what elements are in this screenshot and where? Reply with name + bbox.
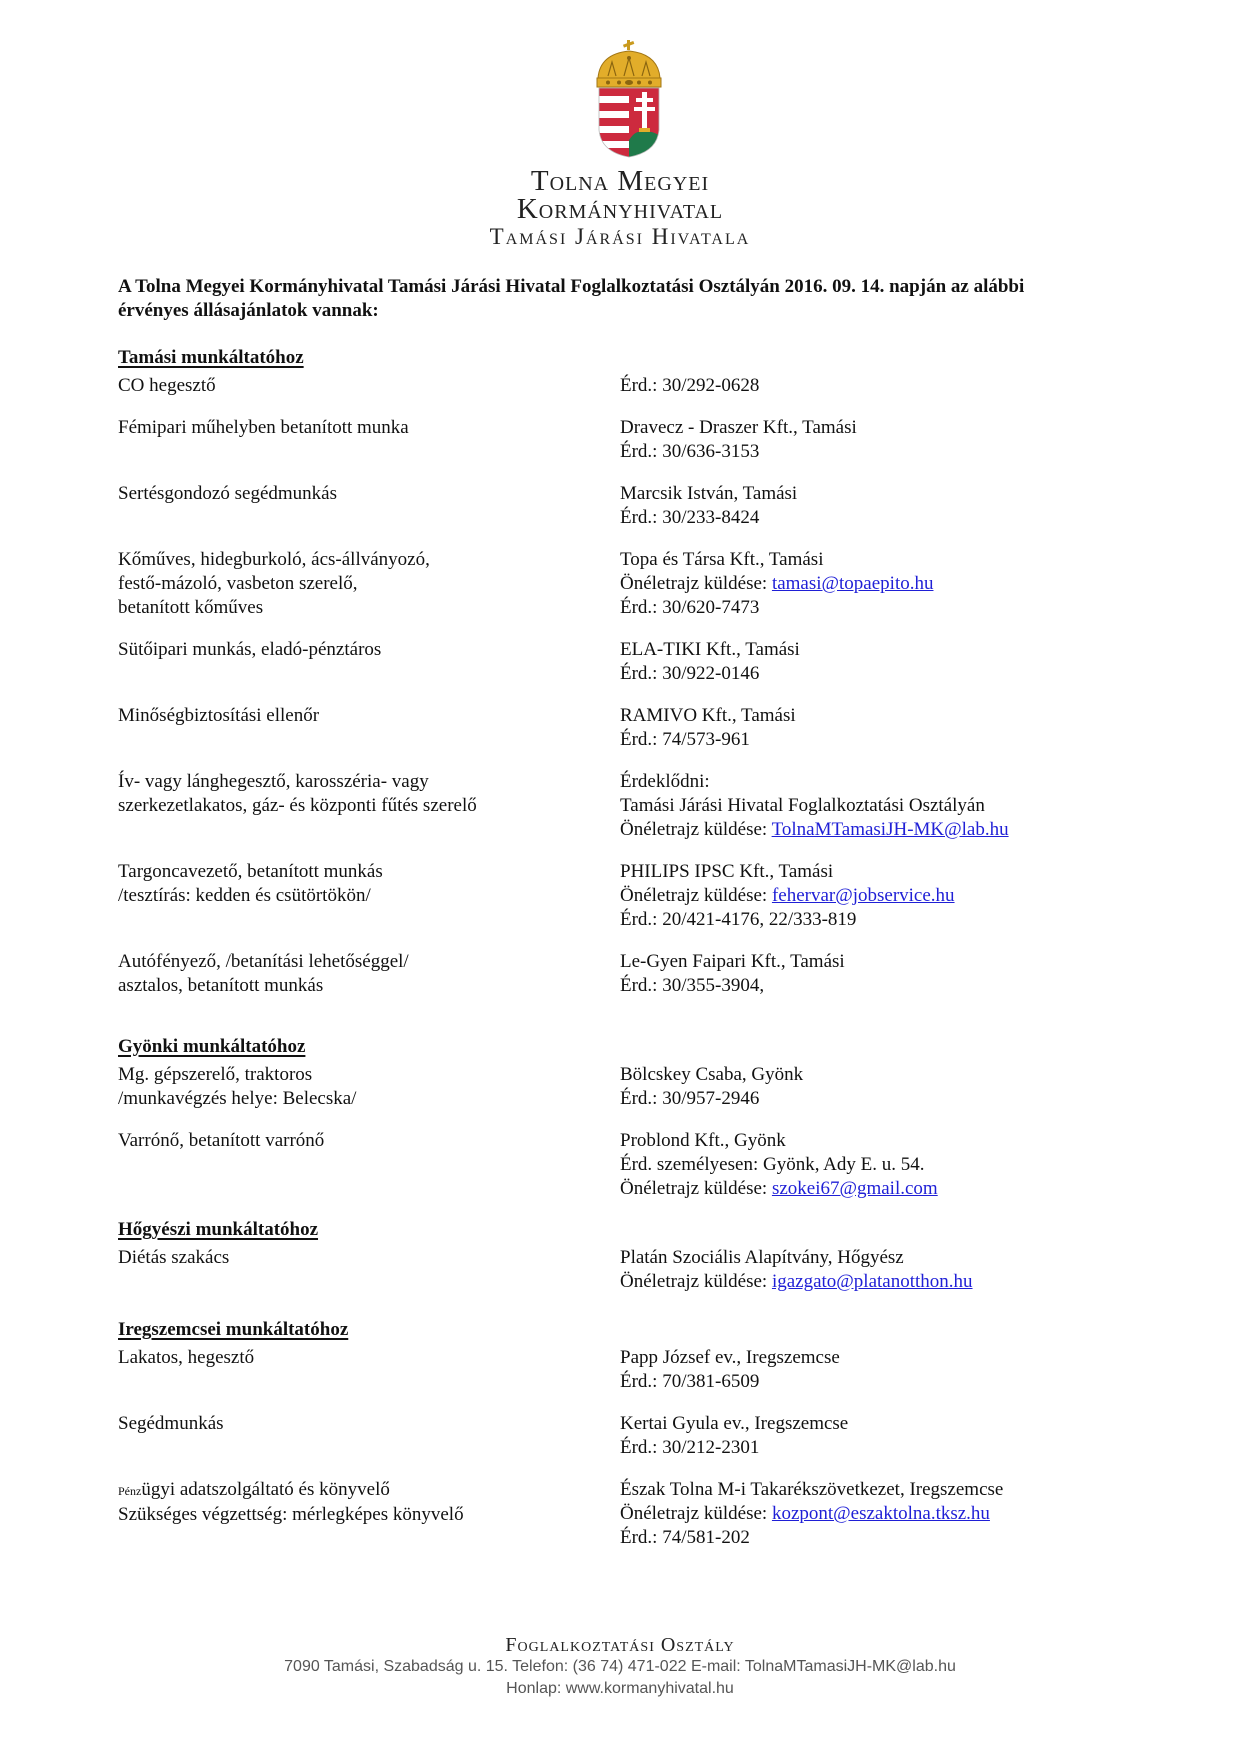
contact-text: Önéletrajz küldése: bbox=[620, 819, 772, 840]
job-contact bbox=[620, 374, 1180, 398]
contact-text: Papp József ev., Iregszemcse bbox=[620, 1347, 840, 1368]
contact-line bbox=[620, 1436, 1180, 1460]
contact-text: Érd.: 74/573-961 bbox=[620, 729, 750, 750]
contact-text: PHILIPS IPSC Kft., Tamási bbox=[620, 861, 834, 882]
job-position bbox=[118, 1246, 598, 1270]
contact-text: Önéletrajz küldése: bbox=[620, 885, 772, 906]
coat-of-arms-logo bbox=[588, 40, 670, 158]
job-position-text: szerkezetlakatos, gáz- és központi fűtés szerelő bbox=[118, 795, 477, 816]
contact-text: RAMIVO Kft., Tamási bbox=[620, 705, 796, 726]
contact-line bbox=[620, 638, 1180, 662]
job-position-line bbox=[118, 638, 598, 662]
contact-line bbox=[620, 1346, 1180, 1370]
job-position-text: Minőségbiztosítási ellenőr bbox=[118, 705, 320, 726]
job-contact bbox=[620, 1246, 1180, 1294]
contact-text: Platán Szociális Alapítvány, Hőgyész bbox=[620, 1247, 904, 1268]
job-position-text: Autófényező, /betanítási lehetőséggel/ bbox=[118, 951, 409, 972]
contact-text: Érd.: 30/636-3153 bbox=[620, 441, 760, 462]
contact-text: Érd.: 74/581-202 bbox=[620, 1527, 750, 1548]
job-position bbox=[118, 1063, 598, 1111]
contact-text: Érd.: 70/381-6509 bbox=[620, 1371, 760, 1392]
job-position-text: Szükséges végzettség: mérlegképes könyvelő bbox=[118, 1504, 464, 1525]
job-position-line bbox=[118, 596, 598, 620]
contact-line bbox=[620, 662, 1180, 686]
job-position-line bbox=[118, 1412, 598, 1436]
contact-line bbox=[620, 974, 1180, 998]
job-position-line bbox=[118, 548, 598, 572]
job-position-text: Sertésgondozó segédmunkás bbox=[118, 483, 337, 504]
contact-line bbox=[620, 884, 1180, 908]
job-position-text: /munkavégzés helye: Belecska/ bbox=[118, 1088, 357, 1109]
contact-line bbox=[620, 1177, 1180, 1201]
contact-text: Érd.: 20/421-4176, 22/333-819 bbox=[620, 909, 857, 930]
contact-line bbox=[620, 440, 1180, 464]
job-position bbox=[118, 770, 598, 818]
job-position-line bbox=[118, 794, 598, 818]
intro-line: érvényes állásajánlatok vannak: bbox=[118, 300, 379, 321]
job-contact bbox=[620, 482, 1180, 530]
job-position-text: ügyi adatszolgáltató és könyvelő bbox=[141, 1479, 390, 1500]
intro-line: A Tolna Megyei Kormányhivatal Tamási Járási Hivatal Foglalkoztatási Osztályán 2016. 09. 14. napján az alábbi bbox=[118, 276, 1025, 297]
job-position-line bbox=[118, 860, 598, 884]
job-contact bbox=[620, 1478, 1180, 1550]
job-position-text: asztalos, betanított munkás bbox=[118, 975, 324, 996]
contact-line bbox=[620, 1087, 1180, 1111]
contact-line bbox=[620, 572, 1180, 596]
contact-line bbox=[620, 704, 1180, 728]
org-name-line2: Kormányhivatal bbox=[516, 193, 724, 225]
job-position-text: betanított kőműves bbox=[118, 597, 264, 618]
org-name-line1: Tolna Megyei bbox=[530, 165, 710, 197]
contact-line bbox=[620, 1063, 1180, 1087]
contact-line bbox=[620, 1502, 1180, 1526]
contact-line bbox=[620, 770, 1180, 794]
email-link[interactable]: TolnaMTamasiJH-MK@lab.hu bbox=[771, 819, 1009, 840]
contact-text: Érd.: 30/620-7473 bbox=[620, 597, 760, 618]
job-contact bbox=[620, 770, 1180, 842]
contact-text: Marcsik István, Tamási bbox=[620, 483, 798, 504]
job-position-text: Kőműves, hidegburkoló, ács-állványozó, bbox=[118, 549, 430, 570]
job-position-line bbox=[118, 1129, 598, 1153]
footer-department: Foglalkoztatási Osztály bbox=[505, 1634, 735, 1656]
contact-text: Érd. személyesen: Gyönk, Ady E. u. 54. bbox=[620, 1154, 925, 1175]
job-position bbox=[118, 1412, 598, 1436]
job-position-text: Diétás szakács bbox=[118, 1247, 230, 1268]
job-contact bbox=[620, 638, 1180, 686]
job-position-text: festő-mázoló, vasbeton szerelő, bbox=[118, 573, 358, 594]
contact-text: Tamási Járási Hivatal Foglalkoztatási Osztályán bbox=[620, 795, 985, 816]
contact-text: Topa és Társa Kft., Tamási bbox=[620, 549, 824, 570]
contact-line bbox=[620, 596, 1180, 620]
job-position bbox=[118, 638, 598, 662]
job-position-text: Segédmunkás bbox=[118, 1413, 224, 1434]
contact-line bbox=[620, 908, 1180, 932]
job-position-text: Mg. gépszerelő, traktoros bbox=[118, 1064, 313, 1085]
job-position-text: /tesztírás: kedden és csütörtökön/ bbox=[118, 885, 371, 906]
job-position-prefix: Pénz bbox=[118, 1484, 142, 1498]
job-position-line bbox=[118, 374, 598, 398]
contact-line bbox=[620, 1153, 1180, 1177]
contact-line bbox=[620, 1246, 1180, 1270]
job-position bbox=[118, 1346, 598, 1370]
job-contact bbox=[620, 1412, 1180, 1460]
job-contact bbox=[620, 1063, 1180, 1111]
job-contact bbox=[620, 860, 1180, 932]
contact-text: Önéletrajz küldése: bbox=[620, 573, 772, 594]
job-position-text: Lakatos, hegesztő bbox=[118, 1347, 255, 1368]
job-contact bbox=[620, 1129, 1180, 1201]
job-position-line bbox=[118, 974, 598, 998]
contact-line bbox=[620, 1270, 1180, 1294]
contact-text: Érd.: 30/355-3904, bbox=[620, 975, 765, 996]
section-heading: Gyönki munkáltatóhoz bbox=[118, 1036, 306, 1057]
job-position-text: Ív- vagy lánghegesztő, karosszéria- vagy bbox=[118, 771, 429, 792]
job-position-text: Targoncavezető, betanított munkás bbox=[118, 861, 383, 882]
job-position-line bbox=[118, 1346, 598, 1370]
job-position-text: Sütőipari munkás, eladó-pénztáros bbox=[118, 639, 382, 660]
contact-text: Önéletrajz küldése: bbox=[620, 1271, 772, 1292]
contact-line bbox=[620, 728, 1180, 752]
contact-text: Érdeklődni: bbox=[620, 771, 710, 792]
job-position-line bbox=[118, 416, 598, 440]
contact-line bbox=[620, 950, 1180, 974]
contact-text: Érd.: 30/212-2301 bbox=[620, 1437, 760, 1458]
intro-paragraph bbox=[118, 275, 1128, 323]
coat-of-arms-icon bbox=[588, 40, 670, 158]
contact-text: ELA-TIKI Kft., Tamási bbox=[620, 639, 800, 660]
email-link[interactable]: tamasi@topaepito.hu bbox=[771, 573, 934, 594]
section-heading: Tamási munkáltatóhoz bbox=[118, 347, 304, 368]
job-position-line bbox=[118, 950, 598, 974]
job-contact bbox=[620, 1346, 1180, 1394]
job-contact bbox=[620, 548, 1180, 620]
job-position bbox=[118, 860, 598, 908]
job-position bbox=[118, 950, 598, 998]
contact-text: Érd.: 30/922-0146 bbox=[620, 663, 760, 684]
job-position bbox=[118, 548, 598, 620]
job-position-text: Varrónő, betanított varrónő bbox=[118, 1130, 325, 1151]
job-position bbox=[118, 1129, 598, 1153]
section-heading: Iregszemcsei munkáltatóhoz bbox=[118, 1319, 349, 1340]
contact-line bbox=[620, 548, 1180, 572]
job-position-text: CO hegesztő bbox=[118, 375, 216, 396]
contact-line bbox=[620, 1526, 1180, 1550]
contact-line bbox=[620, 1412, 1180, 1436]
job-position-line bbox=[118, 482, 598, 506]
contact-line bbox=[620, 1129, 1180, 1153]
contact-line bbox=[620, 416, 1180, 440]
contact-text: Kertai Gyula ev., Iregszemcse bbox=[620, 1413, 849, 1434]
email-link[interactable]: fehervar@jobservice.hu bbox=[771, 885, 955, 906]
job-position-line bbox=[118, 884, 598, 908]
job-position bbox=[118, 704, 598, 728]
job-contact bbox=[620, 416, 1180, 464]
contact-line bbox=[620, 1478, 1180, 1502]
org-name-line3: Tamási Járási Hivatala bbox=[489, 224, 751, 249]
contact-text: Érd.: 30/233-8424 bbox=[620, 507, 760, 528]
contact-text: Problond Kft., Gyönk bbox=[620, 1130, 786, 1151]
job-position-line bbox=[118, 1087, 598, 1111]
contact-line bbox=[620, 1370, 1180, 1394]
job-position-line bbox=[118, 1478, 598, 1503]
footer-address: 7090 Tamási, Szabadság u. 15. Telefon: (36 74) 471-022 E-mail: TolnaMTamasiJH-MK@lab.hu bbox=[284, 1658, 956, 1675]
job-position-line bbox=[118, 1503, 598, 1527]
job-position-line bbox=[118, 572, 598, 596]
job-position bbox=[118, 416, 598, 440]
job-position-text: Fémipari műhelyben betanított munka bbox=[118, 417, 409, 438]
job-position bbox=[118, 482, 598, 506]
job-position-line bbox=[118, 1063, 598, 1087]
contact-text: Önéletrajz küldése: bbox=[620, 1503, 772, 1524]
contact-line bbox=[620, 506, 1180, 530]
job-contact bbox=[620, 950, 1180, 998]
job-position bbox=[118, 374, 598, 398]
contact-line bbox=[620, 374, 1180, 398]
contact-line bbox=[620, 794, 1180, 818]
job-position-line bbox=[118, 770, 598, 794]
contact-text: Önéletrajz küldése: bbox=[620, 1178, 772, 1199]
contact-text: Érd.: 30/957-2946 bbox=[620, 1088, 760, 1109]
contact-text: Le-Gyen Faipari Kft., Tamási bbox=[620, 951, 845, 972]
contact-text: Észak Tolna M-i Takarékszövetkezet, Iregszemcse bbox=[620, 1479, 1004, 1500]
contact-line bbox=[620, 818, 1180, 842]
email-link[interactable]: igazgato@platanotthon.hu bbox=[771, 1271, 973, 1292]
job-position-line bbox=[118, 1246, 598, 1270]
job-contact bbox=[620, 704, 1180, 752]
email-link[interactable]: kozpont@eszaktolna.tksz.hu bbox=[771, 1503, 990, 1524]
section-heading: Hőgyészi munkáltatóhoz bbox=[118, 1219, 319, 1240]
contact-line bbox=[620, 860, 1180, 884]
email-link[interactable]: szokei67@gmail.com bbox=[771, 1178, 938, 1199]
contact-text: Bölcskey Csaba, Gyönk bbox=[620, 1064, 804, 1085]
job-position-line bbox=[118, 704, 598, 728]
contact-line bbox=[620, 482, 1180, 506]
contact-text: Érd.: 30/292-0628 bbox=[620, 375, 760, 396]
contact-text: Dravecz - Draszer Kft., Tamási bbox=[620, 417, 857, 438]
footer-homepage: Honlap: www.kormanyhivatal.hu bbox=[506, 1680, 734, 1697]
job-position bbox=[118, 1478, 598, 1527]
